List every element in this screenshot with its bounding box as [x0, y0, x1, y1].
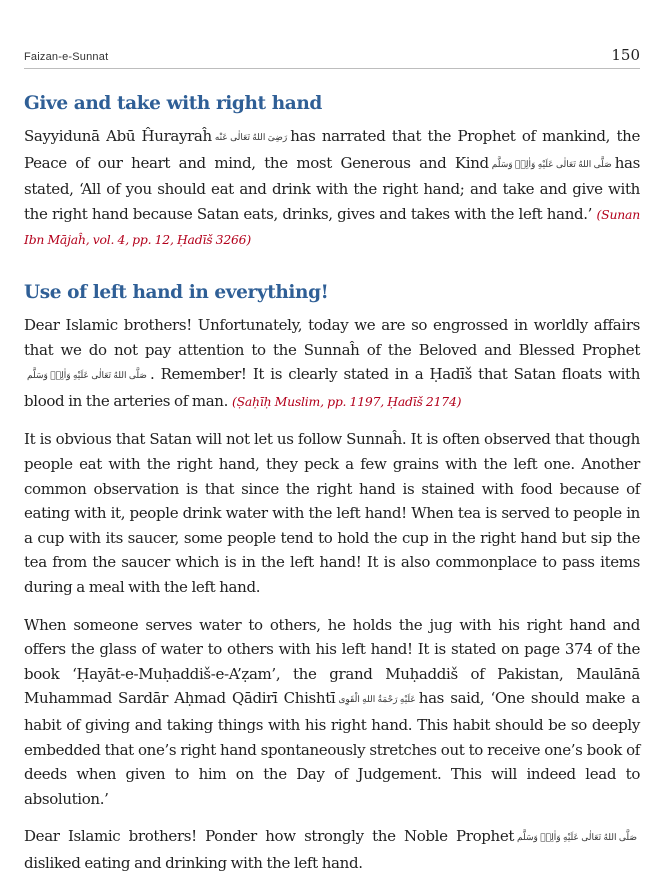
running-title: Faizan-e-Sunnat	[24, 51, 109, 63]
paragraph-serving-water	[24, 613, 640, 812]
paragraph-text: has narrated that the Prophet of mankind, the Peace of our heart and mind, the most Generous and Kind	[24, 127, 640, 172]
paragraph-text: Dear Islamic brothers! Unfortunately, today we are so engrossed in worldly affairs that we do not pay attention to the Sunnaĥ of the Beloved and Blessed Prophet	[24, 316, 640, 359]
page-content	[24, 92, 640, 876]
page-header	[24, 44, 640, 69]
paragraph-text: has stated, ‘All of you should eat and drink with the right hand; and take and give with the right hand because Satan eats, drinks, gives and takes with the left hand.’	[24, 153, 640, 223]
paragraph-right-hand-hadith	[24, 124, 640, 253]
paragraph-text: Sayyidunā Abū Ĥurayraĥ	[24, 127, 212, 146]
section-heading-right-hand: Give and take with right hand	[24, 93, 322, 114]
arabic-honorific: صَلَّى اللهُ تَعَالٰى عَلَيْهِ وَاٰلِهٖ وَسَلَّم	[27, 371, 147, 382]
paragraph-text: . Remember! It is clearly stated in a Ḥadīš that Satan floats with blood in the arteries of man.	[24, 365, 640, 410]
hadith-reference: (Sunan Ibn Mājaĥ, vol. 4, pp. 12, Ḥadīš 3266)	[24, 206, 640, 248]
arabic-honorific: صَلَّى اللهُ تَعَالٰى عَلَيْهِ وَاٰلِهٖ وَسَلَّم	[517, 833, 637, 844]
paragraph-text: disliked eating and drinking with the left hand.	[24, 853, 363, 872]
paragraph-text: has said, ‘One should make a habit of giving and taking things with his right hand. This habit should be so deeply embedded that one’s right hand spontaneously stretches out to receive one’s book of deeds when given to him on the Day of Judgement. This will indeed lead to absolution.’	[24, 689, 640, 808]
paragraph-worldly-affairs	[24, 313, 640, 414]
paragraph-satan-sunnah: It is obvious that Satan will not let us follow Sunnaĥ. It is often observed that though people eat with the right hand, they peck a few grains with the left one. Another common observation is that since the right hand is stained with food because of eating with it, people drink water with the left hand! When tea is served to people in a cup with its saucer, some people tend to hold the cup in the right hand but sip the tea from the saucer which is in the left hand! It is also commonplace to pass items during a meal with the left hand.	[24, 430, 640, 596]
section-heading-left-hand: Use of left hand in everything!	[24, 282, 329, 304]
page-number: 150	[611, 46, 640, 64]
arabic-honorific: عَلَيْهِ رَحْمَةُ اللهِ الْقَوِی	[338, 695, 416, 706]
paragraph-ponder	[24, 824, 640, 875]
paragraph-text: When someone serves water to others, he holds the jug with his right hand and offers the glass of water to others with his left hand! It is stated on page 374 of the book ‘Ḥayāt-e-Muḥaddiš-e-A’ẓam’, the grand Muḥaddiš of Pakistan, Maulānā Muhammad Sardār Aḥmad Qādirī Chishtī	[24, 615, 640, 708]
arabic-honorific: صَلَّى اللهُ تَعَالٰى عَلَيْهِ وَاٰلِهٖ وَسَلَّم	[491, 159, 612, 170]
arabic-honorific: رَضِیَ اللهُ تَعَالٰی عَنْه	[214, 133, 288, 144]
paragraph-text: Dear Islamic brothers! Ponder how strongly the Noble Prophet	[24, 827, 515, 846]
hadith-reference: (Ṣaḥīḥ Muslim, pp. 1197, Ḥadīš 2174)	[231, 393, 462, 409]
